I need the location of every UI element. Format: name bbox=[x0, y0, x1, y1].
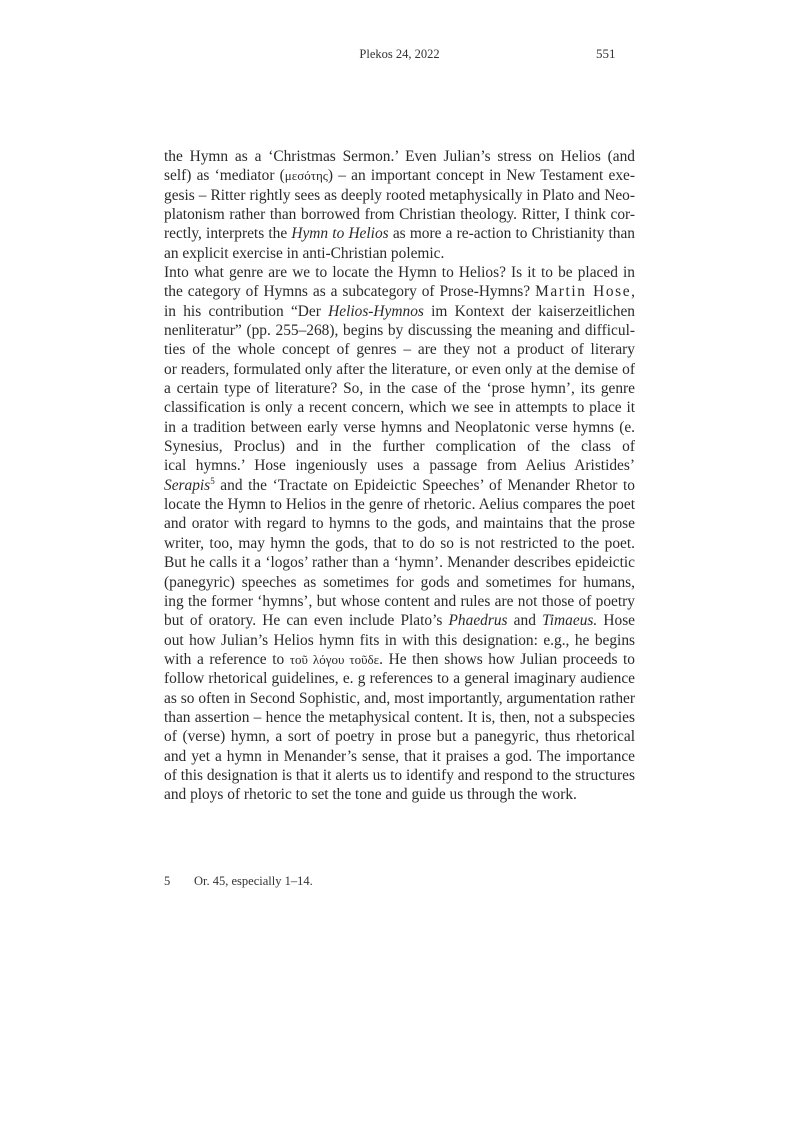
text-run: out how Julian’s Helios hymn fits in with this designation: e.g., he begins bbox=[164, 631, 635, 649]
text-run: an explicit exercise in anti-Christian polemic. bbox=[164, 244, 445, 262]
text-line bbox=[164, 747, 635, 766]
text-line bbox=[164, 456, 635, 475]
text-line bbox=[164, 321, 635, 340]
text-line bbox=[164, 340, 635, 359]
text-line bbox=[164, 398, 635, 417]
text-run: writer, too, may hymn the gods, that to do so is not restricted to the poet. bbox=[164, 534, 635, 552]
paragraph-2 bbox=[164, 263, 635, 805]
text-run: in a tradition between early verse hymns and Neoplatonic verse hymns (e. bbox=[164, 418, 635, 436]
text-run: locate the Hymn to Helios in the genre of rhetoric. Aelius compares the poet bbox=[164, 496, 635, 514]
text-run: self) as ‘mediator ( bbox=[164, 167, 285, 185]
italic-text: Hymn to Helios bbox=[291, 225, 389, 243]
footnote-reference: 5 bbox=[210, 475, 215, 486]
text-line bbox=[164, 476, 635, 495]
text-run: as more a re-action to Christianity than bbox=[388, 225, 635, 243]
text-run: or readers, formulated only after the literature, or even only at the demise of bbox=[164, 360, 635, 378]
text-run: Hose bbox=[603, 612, 635, 630]
text-line bbox=[164, 186, 635, 205]
text-run: . He then shows how Julian proceeds to bbox=[379, 650, 635, 668]
text-line bbox=[164, 360, 635, 379]
text-run: of (verse) hymn, a sort of poetry in prose but a panegyric, thus rhetorical bbox=[164, 728, 635, 746]
text-line bbox=[164, 514, 635, 533]
text-run: a certain type of literature? So, in the case of the ‘prose hymn’, its genre bbox=[164, 380, 635, 398]
text-run: and yet a hymn in Menander’s sense, that it praises a god. The importance bbox=[164, 747, 635, 765]
greek-text: μεσότης bbox=[284, 168, 328, 184]
text-run: the Hymn as a ‘Christmas Sermon.’ Even Julian’s stress on Helios (and bbox=[164, 148, 635, 165]
text-run: and orator with regard to hymns to the gods, and maintains that the prose bbox=[164, 515, 635, 533]
text-line bbox=[164, 785, 635, 804]
text-run: in his contribution “Der bbox=[164, 302, 329, 320]
text-line bbox=[164, 495, 635, 514]
italic-text: Helios-Hymnos bbox=[328, 302, 424, 320]
text-run: classification is only a recent concern, which we see in attempts to place it bbox=[164, 399, 635, 417]
text-run: Into what genre are we to locate the Hymn to Helios? Is it to be placed in bbox=[164, 264, 635, 281]
text-run: and bbox=[507, 612, 543, 630]
text-line bbox=[164, 418, 635, 437]
text-run: (panegyric) speeches as sometimes for gods and sometimes for humans, bbox=[164, 573, 635, 591]
footnote-5 bbox=[164, 874, 313, 889]
text-run: nenliteratur” (pp. 255–268), begins by discussing the meaning and difficul- bbox=[164, 322, 635, 340]
text-run: of this designation is that it alerts us to identify and respond to the structures bbox=[164, 766, 635, 784]
text-line bbox=[164, 631, 635, 650]
text-run: platonism rather than borrowed from Christian theology. Ritter, I think cor- bbox=[164, 206, 635, 224]
text-line bbox=[164, 689, 635, 708]
text-line bbox=[164, 379, 635, 398]
text-run: and the ‘Tractate on Epideictic Speeches’ of Menander Rhetor to bbox=[214, 476, 635, 494]
italic-text: Phaedrus bbox=[448, 612, 508, 630]
text-line bbox=[164, 553, 635, 572]
text-line bbox=[164, 224, 635, 243]
text-run: but of oratory. He can even include Plato’s bbox=[164, 612, 449, 630]
text-line bbox=[164, 302, 635, 321]
text-line bbox=[164, 282, 635, 301]
italic-text: Timaeus. bbox=[542, 612, 598, 630]
text-run: , bbox=[631, 283, 635, 301]
page-number: 551 bbox=[596, 46, 616, 61]
text-run: ties of the whole concept of genres – are they not a product of literary bbox=[164, 341, 635, 359]
text-line bbox=[164, 708, 635, 727]
running-head: Plekos 24, 2022 bbox=[359, 47, 440, 61]
greek-text: τοῦ λόγου τοῦδε bbox=[289, 651, 380, 667]
text-run: and ploys of rhetoric to set the tone and guide us through the work. bbox=[164, 786, 577, 804]
text-run: But he calls it a ‘logos’ rather than a ‘hymn’. Menander describes epideictic bbox=[164, 554, 635, 572]
text-run: follow rhetorical guidelines, e. g references to a general imaginary audience bbox=[164, 670, 635, 688]
text-line bbox=[164, 573, 635, 592]
text-run: the category of Hymns as a subcategory of Prose-Hymns? bbox=[164, 283, 536, 301]
text-line bbox=[164, 437, 635, 456]
text-line bbox=[164, 650, 635, 669]
text-run: than assertion – hence the metaphysical content. It is, then, not a subspecies bbox=[164, 708, 635, 726]
text-run: Synesius, Proclus) and in the further complication of the class of bbox=[164, 438, 635, 456]
text-run: gesis – Ritter rightly sees as deeply rooted metaphysically in Plato and Neo- bbox=[164, 186, 635, 204]
text-run: im Kontext der kaiserzeitlichen bbox=[431, 302, 635, 320]
text-line bbox=[164, 205, 635, 224]
text-line bbox=[164, 592, 635, 611]
text-line bbox=[164, 669, 635, 688]
text-line bbox=[164, 166, 635, 185]
text-line bbox=[164, 244, 635, 263]
text-run: ing the former ‘hymns’, but whose content and rules are not those of poetry bbox=[164, 592, 635, 610]
text-run: with a reference to bbox=[164, 650, 290, 668]
text-line bbox=[164, 611, 635, 630]
text-line bbox=[164, 263, 635, 282]
text-line bbox=[164, 727, 635, 746]
text-line bbox=[164, 766, 635, 785]
text-line bbox=[164, 534, 635, 553]
footnote-text: Or. 45, especially 1–14. bbox=[194, 874, 313, 888]
text-run: ) – an important concept in New Testament exe- bbox=[327, 167, 635, 185]
italic-text: Serapis bbox=[164, 476, 211, 494]
paragraph-1 bbox=[164, 147, 635, 263]
text-run: as so often in Second Sophistic, and, most importantly, argumentation rather bbox=[164, 689, 635, 707]
text-run: rectly, interprets the bbox=[164, 225, 292, 243]
author-name: Martin Hose bbox=[535, 283, 632, 301]
footnote-number: 5 bbox=[164, 874, 171, 888]
text-run: ical hymns.’ Hose ingeniously uses a passage from Aelius Aristides’ bbox=[164, 457, 635, 475]
text-line bbox=[164, 147, 635, 166]
